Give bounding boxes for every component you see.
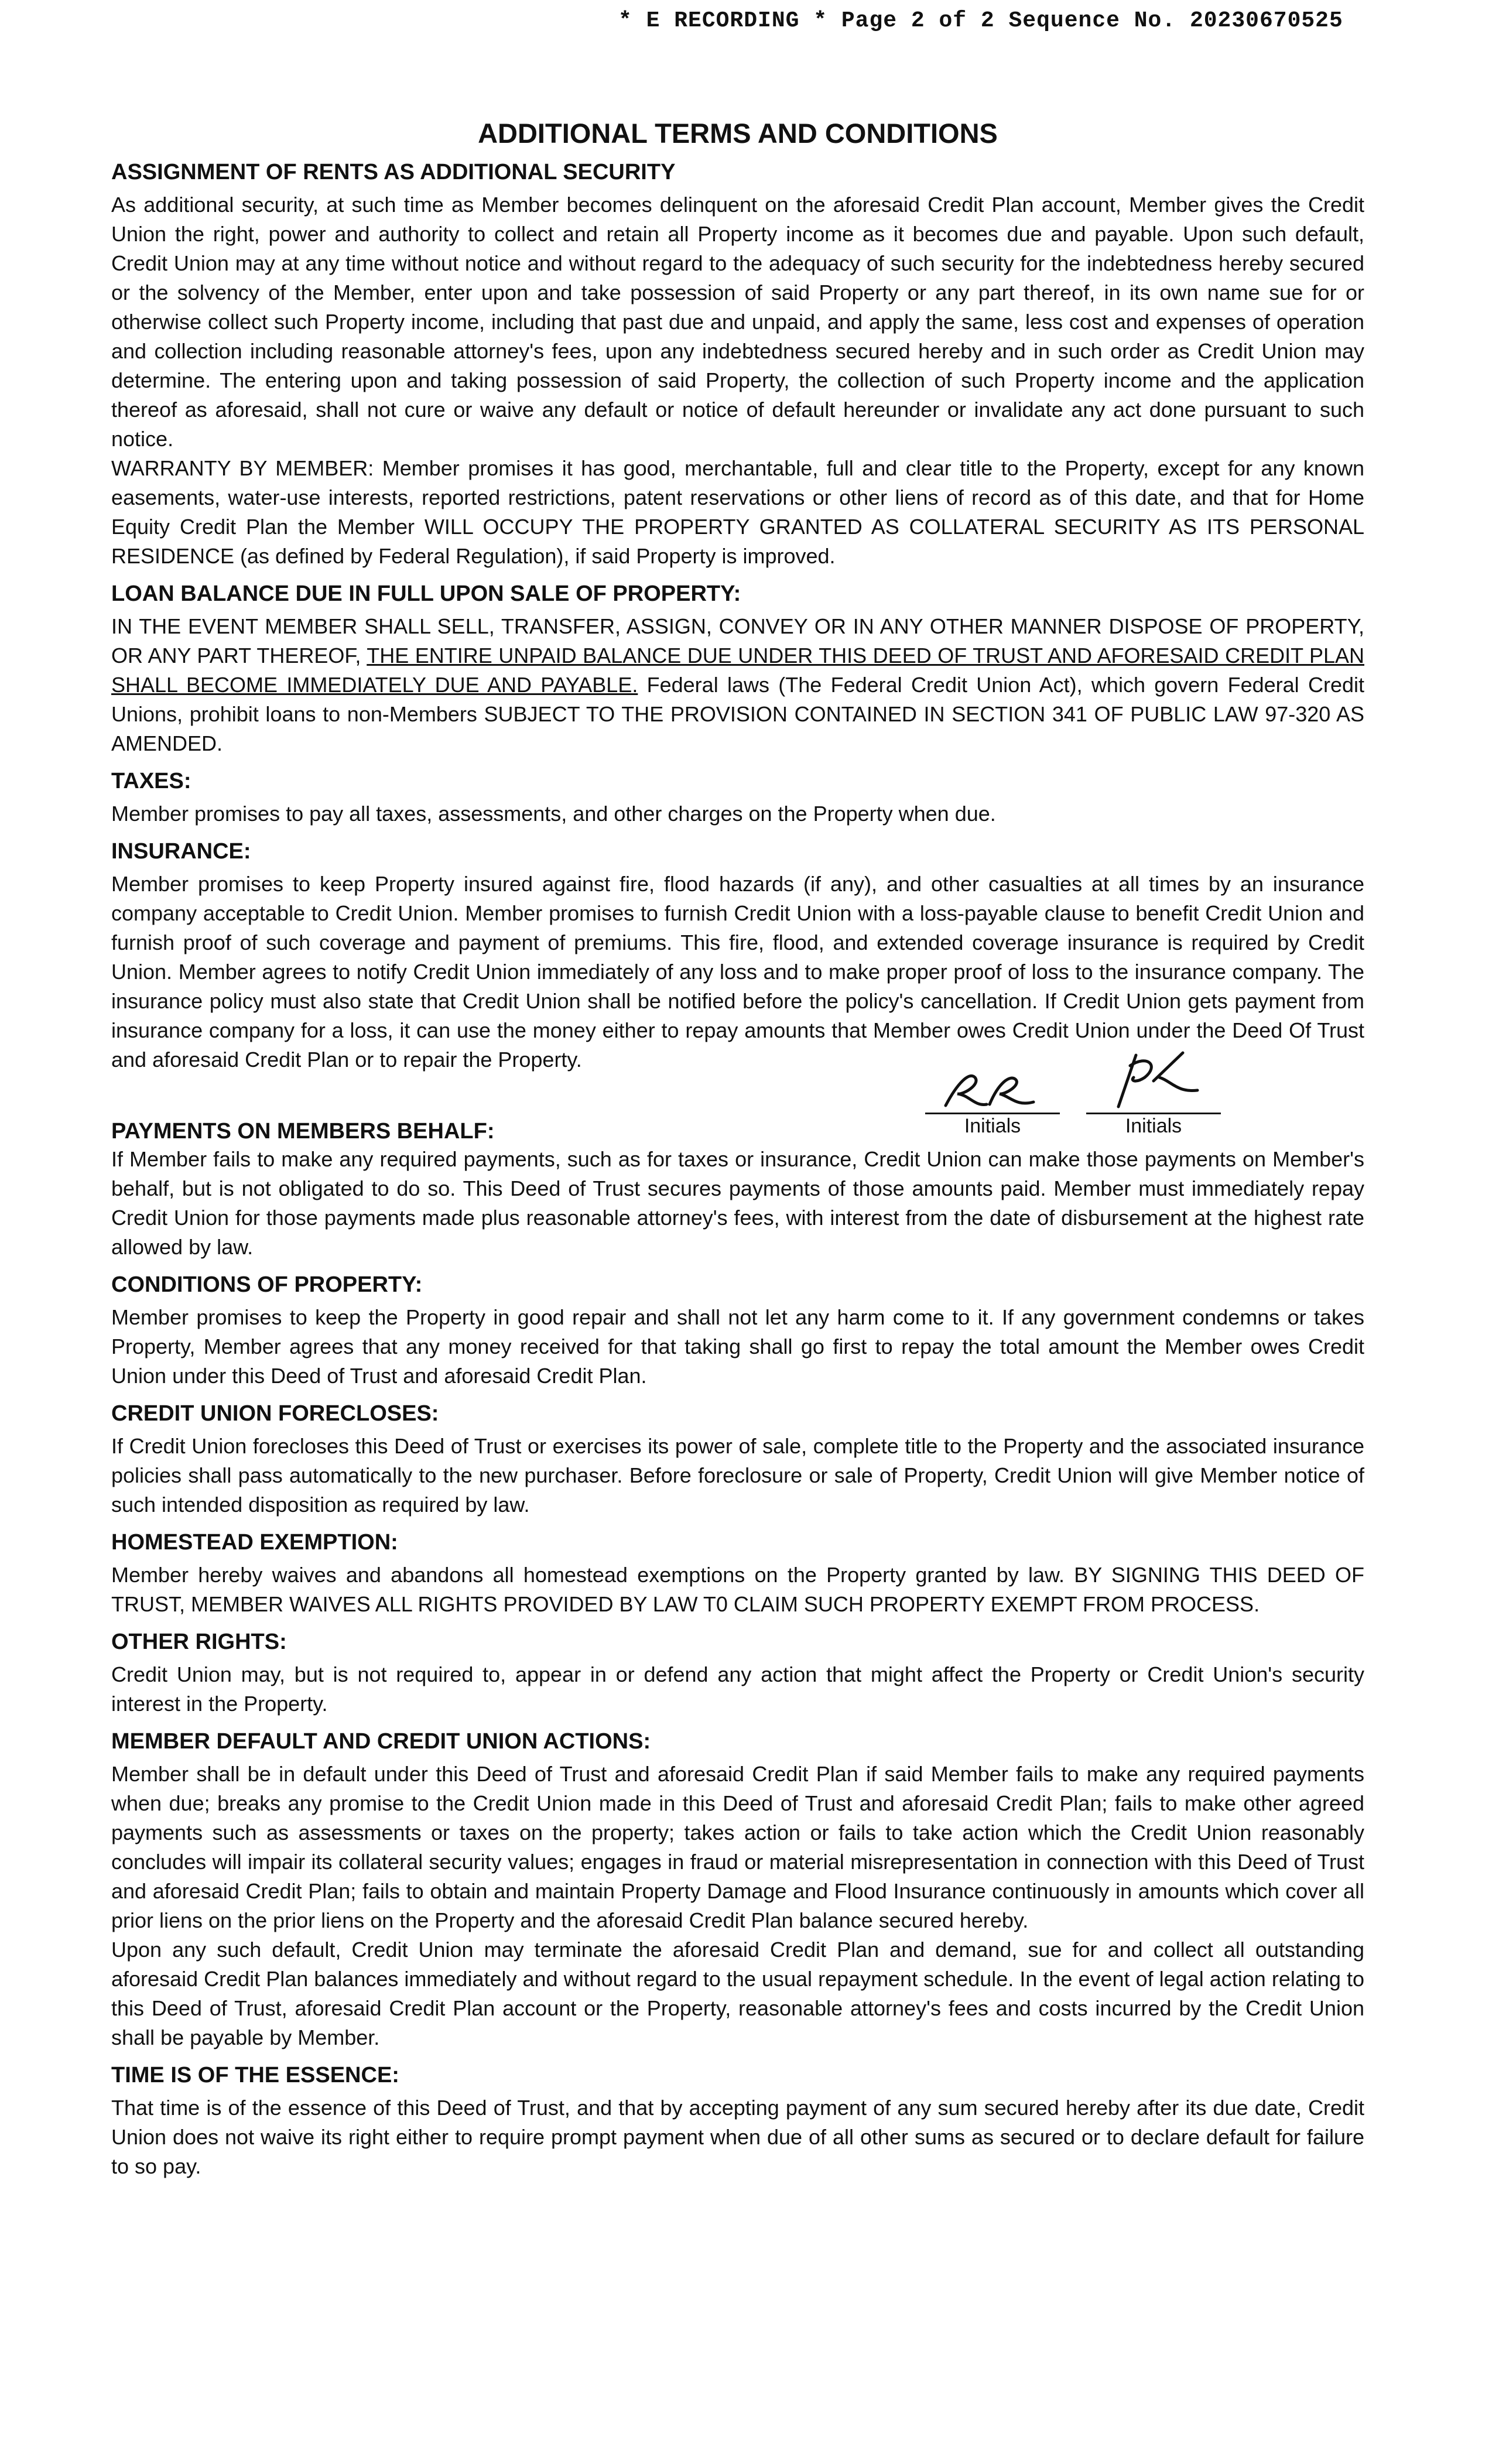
- forecloses-text: If Credit Union forecloses this Deed of Trust or exercises its power of sale, complete title to the Property and the associated insurance policies shall pass automatically to the new purchaser. Before foreclosure or sale of Property, Credit Union will give Member notice of such intended disposition as required by law.: [111, 1434, 1364, 1517]
- section-title-insurance: INSURANCE:: [111, 839, 251, 864]
- warranty-by-member-text: WARRANTY BY MEMBER: Member promises it has good, merchantable, full and clear title to the Property, except for any known easements, water-use interests, reported restrictions, patent reservations or other liens of record as of this date, and that for Home Equity Credit Plan the Member WILL OCCUPY THE PROPERTY GRANTED AS COLLATERAL SECURITY AS ITS PERSONAL RESIDENCE (as defined by Federal Regulation), if said Property is improved.: [111, 456, 1364, 568]
- insurance-text: Member promises to keep Property insured against fire, flood hazards (if any), and other casualties at all times by an insurance company acceptable to Credit Union. Member promises to furnish Credit Union with a loss-payable clause to benefit Credit Union and furnish proof of such coverage and payment of premiums. This fire, flood, and extended coverage insurance is required by Credit Union. Member agrees to notify Credit Union immediately of any loss and to make proper proof of loss to the insurance company. The insurance policy must also state that Credit Union shall be notified before the policy's cancellation. If Credit Union gets payment from insurance company for a loss, it can use the money either to repay amounts that Member owes Credit Union under the Deed Of Trust and aforesaid Credit Plan or to repair the Property.: [111, 872, 1364, 1072]
- initials-row: [111, 1074, 1364, 1145]
- section-title-credit-union-forecloses: CREDIT UNION FORECLOSES:: [111, 1401, 439, 1426]
- initials-label-2: Initials: [1125, 1115, 1182, 1137]
- section-title-assignment-of-rents: ASSIGNMENT OF RENTS AS ADDITIONAL SECURITY: [111, 160, 676, 184]
- time-is-of-the-essence-text: That time is of the essence of this Deed of Trust, and that by accepting payment of any sum secured hereby after its due date, Credit Union does not waive its right either to require prompt payment when due of all other sums as secured or to declare default for failure to so pay.: [111, 2096, 1364, 2178]
- document-body: [111, 117, 1364, 2181]
- loan-balance-underlined-text: THE ENTIRE UNPAID BALANCE DUE UNDER THIS DEED OF TRUST AND AFORESAID CREDIT PLAN SHALL BECOME IMMEDIATELY DUE AND PAYABLE.: [111, 644, 1364, 697]
- section-title-payments-on-members-behalf: PAYMENTS ON MEMBERS BEHALF:: [111, 1119, 495, 1144]
- section-title-conditions-of-property: CONDITIONS OF PROPERTY:: [111, 1272, 423, 1297]
- member-default-actions-text: Upon any such default, Credit Union may terminate the aforesaid Credit Plan and demand, sue for and collect all outstanding aforesaid Credit Plan balances immediately and without regard to the usual repayment schedule. In the event of legal action relating to this Deed of Trust, aforesaid Credit Plan account or the Property, reasonable attorney's fees and costs incurred by the Credit Union shall be payable by Member.: [111, 1938, 1364, 2049]
- recording-header: * E RECORDING * Page 2 of 2 Sequence No. 20230670525: [618, 8, 1343, 33]
- section-title-taxes: TAXES:: [111, 769, 191, 793]
- initials-signature-2-icon: [1095, 1048, 1212, 1113]
- other-rights-text: Credit Union may, but is not required to, appear in or defend any action that might affect the Property or Credit Union's security interest in the Property.: [111, 1662, 1364, 1716]
- section-title-time-is-of-the-essence: TIME IS OF THE ESSENCE:: [111, 2063, 399, 2087]
- loan-balance-text-a: IN THE EVENT MEMBER SHALL SELL, TRANSFER, ASSIGN, CONVEY OR IN ANY OTHER MANNER DISPOSE OF PROPERTY, OR ANY PART THEREOF,: [111, 614, 1364, 668]
- document-title: ADDITIONAL TERMS AND CONDITIONS: [478, 118, 998, 149]
- taxes-text: Member promises to pay all taxes, assessments, and other charges on the Property when due.: [111, 802, 996, 826]
- section-title-other-rights: OTHER RIGHTS:: [111, 1630, 287, 1654]
- assignment-of-rents-text: As additional security, at such time as Member becomes delinquent on the aforesaid Credit Plan account, Member gives the Credit Union the right, power and authority to collect and retain all Property income as it becomes due and payable. Upon such default, Credit Union may at any time without notice and without regard to the adequacy of such security for the indebtedness hereby secured or the solvency of the Member, enter upon and take possession of said Property or any part thereof, in its own name sue for or otherwise collect such Property income, including that past due and unpaid, and apply the same, less cost and expenses of operation and collection including reasonable attorney's fees, upon any indebtedness secured hereby and in such order as Credit Union may determine. The entering upon and taking possession of said Property, the collection of such Property income and the application thereof as aforesaid, shall not cure or waive any default or notice of default hereunder or invalidate any act done pursuant to such notice.: [111, 193, 1364, 451]
- initials-signature-1-icon: [934, 1066, 1051, 1113]
- payments-text: If Member fails to make any required payments, such as for taxes or insurance, Credit Union can make those payments on Member's behalf, but is not obligated to do so. This Deed of Trust secures payments of those amounts paid. Member must immediately repay Credit Union for those payments made plus reasonable attorney's fees, with interest from the date of disbursement at the highest rate allowed by law.: [111, 1147, 1364, 1259]
- member-default-text: Member shall be in default under this Deed of Trust and aforesaid Credit Plan if said Member fails to make any required payments when due; breaks any promise to the Credit Union made in this Deed of Trust and aforesaid Credit Plan; fails to make other agreed payments such as assessments or taxes on the property; takes action or fails to take action which the Credit Union reasonably concludes will impair its collateral security values; engages in fraud or material misrepresentation in connection with this Deed of Trust and aforesaid Credit Plan; fails to obtain and maintain Property Damage and Flood Insurance continuously in amounts which cover all prior liens on the prior liens on the Property and the aforesaid Credit Plan balance secured hereby.: [111, 1762, 1364, 1932]
- homestead-text: Member hereby waives and abandons all homestead exemptions on the Property granted by law. BY SIGNING THIS DEED OF TRUST, MEMBER WAIVES ALL RIGHTS PROVIDED BY LAW T0 CLAIM SUCH PROPERTY EXEMPT FROM PROCESS.: [111, 1563, 1364, 1616]
- section-title-member-default: MEMBER DEFAULT AND CREDIT UNION ACTIONS:: [111, 1729, 651, 1754]
- initials-block-1: [925, 1066, 1060, 1138]
- initials-label-1: Initials: [964, 1115, 1021, 1137]
- loan-balance-text-c: Federal laws (The Federal Credit Union Act), which govern Federal Credit Unions, prohibit loans to non-Members SUBJECT TO THE PROVISION CONTAINED IN SECTION 341 OF PUBLIC LAW 97-320 AS AMENDED.: [111, 673, 1364, 755]
- section-title-loan-balance: LOAN BALANCE DUE IN FULL UPON SALE OF PROPERTY:: [111, 581, 741, 606]
- loan-balance-text: [111, 612, 1364, 758]
- initials-block-2: [1086, 1048, 1221, 1138]
- section-title-homestead-exemption: HOMESTEAD EXEMPTION:: [111, 1530, 398, 1555]
- conditions-text: Member promises to keep the Property in good repair and shall not let any harm come to it. If any government condemns or takes Property, Member agrees that any money received for that taking shall go first to repay the total amount the Member owes Credit Union under this Deed of Trust and aforesaid Credit Plan.: [111, 1305, 1364, 1388]
